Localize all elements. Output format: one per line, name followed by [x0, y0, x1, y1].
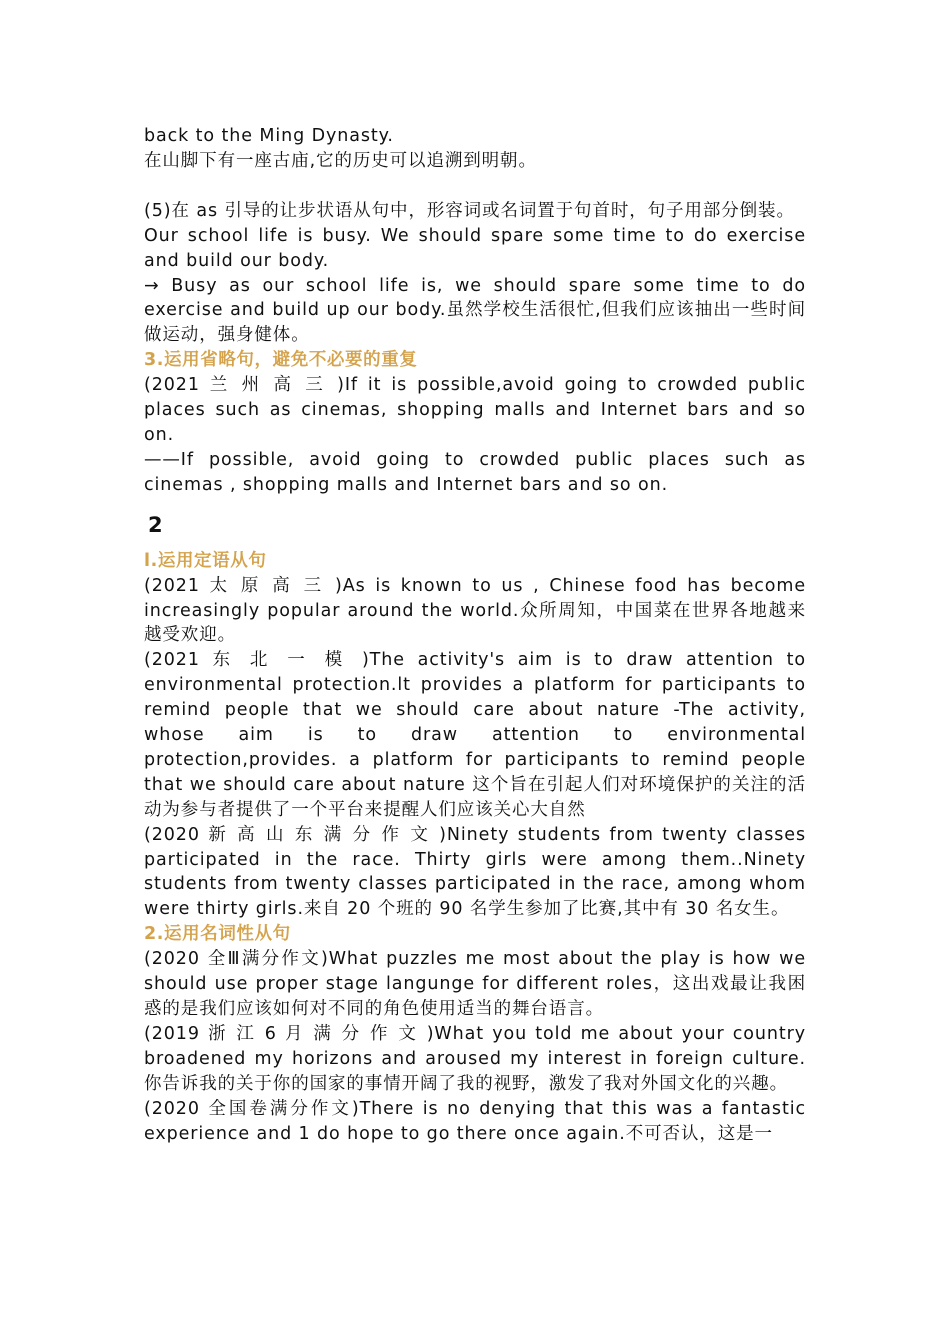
example-noun-clause-3: (2020 全国卷满分作文)There is no denying that this was a fantastic experience and 1 do hope to go there once again.不可否认，这是一 — [144, 1098, 806, 1144]
example-ellipsis-original: (2021 兰 州 高 三 )If it is possible,avoid going to crowded public places such as cinemas, shopping malls and Internet bars and so on. — [144, 375, 806, 445]
example-attributive-3: (2020 新 高 山 东 满 分 作 文 )Ninety students from twenty classes participated in the race. Thirty girls were among them..Ninety students from twenty classes participated in the race, among whom were thirty girls.来自 20 个班的 90 名学生参加了比赛,其中有 30 名女生。 — [144, 824, 806, 920]
heading-ellipsis: 3.运用省略句，避免不必要的重复 — [144, 350, 418, 371]
rule-5-statement: (5)在 as 引导的让步状语从句中，形容词或名词置于句首时，句子用部分倒装。 — [144, 200, 795, 221]
heading-attributive-clause: l.运用定语从句 — [144, 550, 267, 571]
example-ellipsis-rewrite: ——If possible, avoid going to crowded public places such as cinemas , shopping malls and Internet bars and so on. — [144, 449, 806, 495]
heading-noun-clause: 2.运用名词性从句 — [144, 924, 291, 945]
paragraph-zh-translation: 在山脚下有一座古庙,它的历史可以追溯到明朝。 — [144, 150, 537, 171]
example-5-rewrite: → Busy as our school life is, we should spare some time to do exercise and build up our body.虽然学校生活很忙,但我们应该抽出一些时间做运动，强身健体。 — [144, 275, 806, 346]
example-5-original: Our school life is busy. We should spare some time to do exercise and build our body. — [144, 225, 806, 271]
paragraph-en-continuation: back to the Ming Dynasty. — [144, 126, 394, 146]
example-attributive-2: (2021 东 北 一 模 )The activity's aim is to draw attention to environmental protection.lt provides a platform for participants to remind people that we should care about nature -The activity, whose aim is to draw attention to environmental protection,provides. a platform for participants to remind people that we should care about nature 这个旨在引起人们对环境保护的关注的活动为参与者提供了一个平台来提醒人们应该关心大自然 — [144, 650, 806, 820]
document-page — [144, 124, 806, 1146]
example-noun-clause-2: (2019 浙 江 6 月 满 分 作 文 )What you told me about your country broadened my horizons and aroused my interest in foreign culture.你告诉我的关于你的国家的事情开阔了我的视野，激发了我对外国文化的兴趣。 — [144, 1023, 806, 1094]
example-attributive-1: (2021 太 原 高 三 )As is known to us , Chinese food has become increasingly popular around the world.众所周知，中国菜在世界各地越来越受欢迎。 — [144, 575, 806, 646]
section-number: 2 — [148, 512, 163, 537]
example-noun-clause-1: (2020 全Ⅲ满分作文)What puzzles me most about the play is how we should use proper stage langunge for different roles，这出戏最让我困惑的是我们应该如何对不同的角色使用适当的舞台语言。 — [144, 949, 806, 1019]
paragraph-gap — [144, 174, 806, 199]
